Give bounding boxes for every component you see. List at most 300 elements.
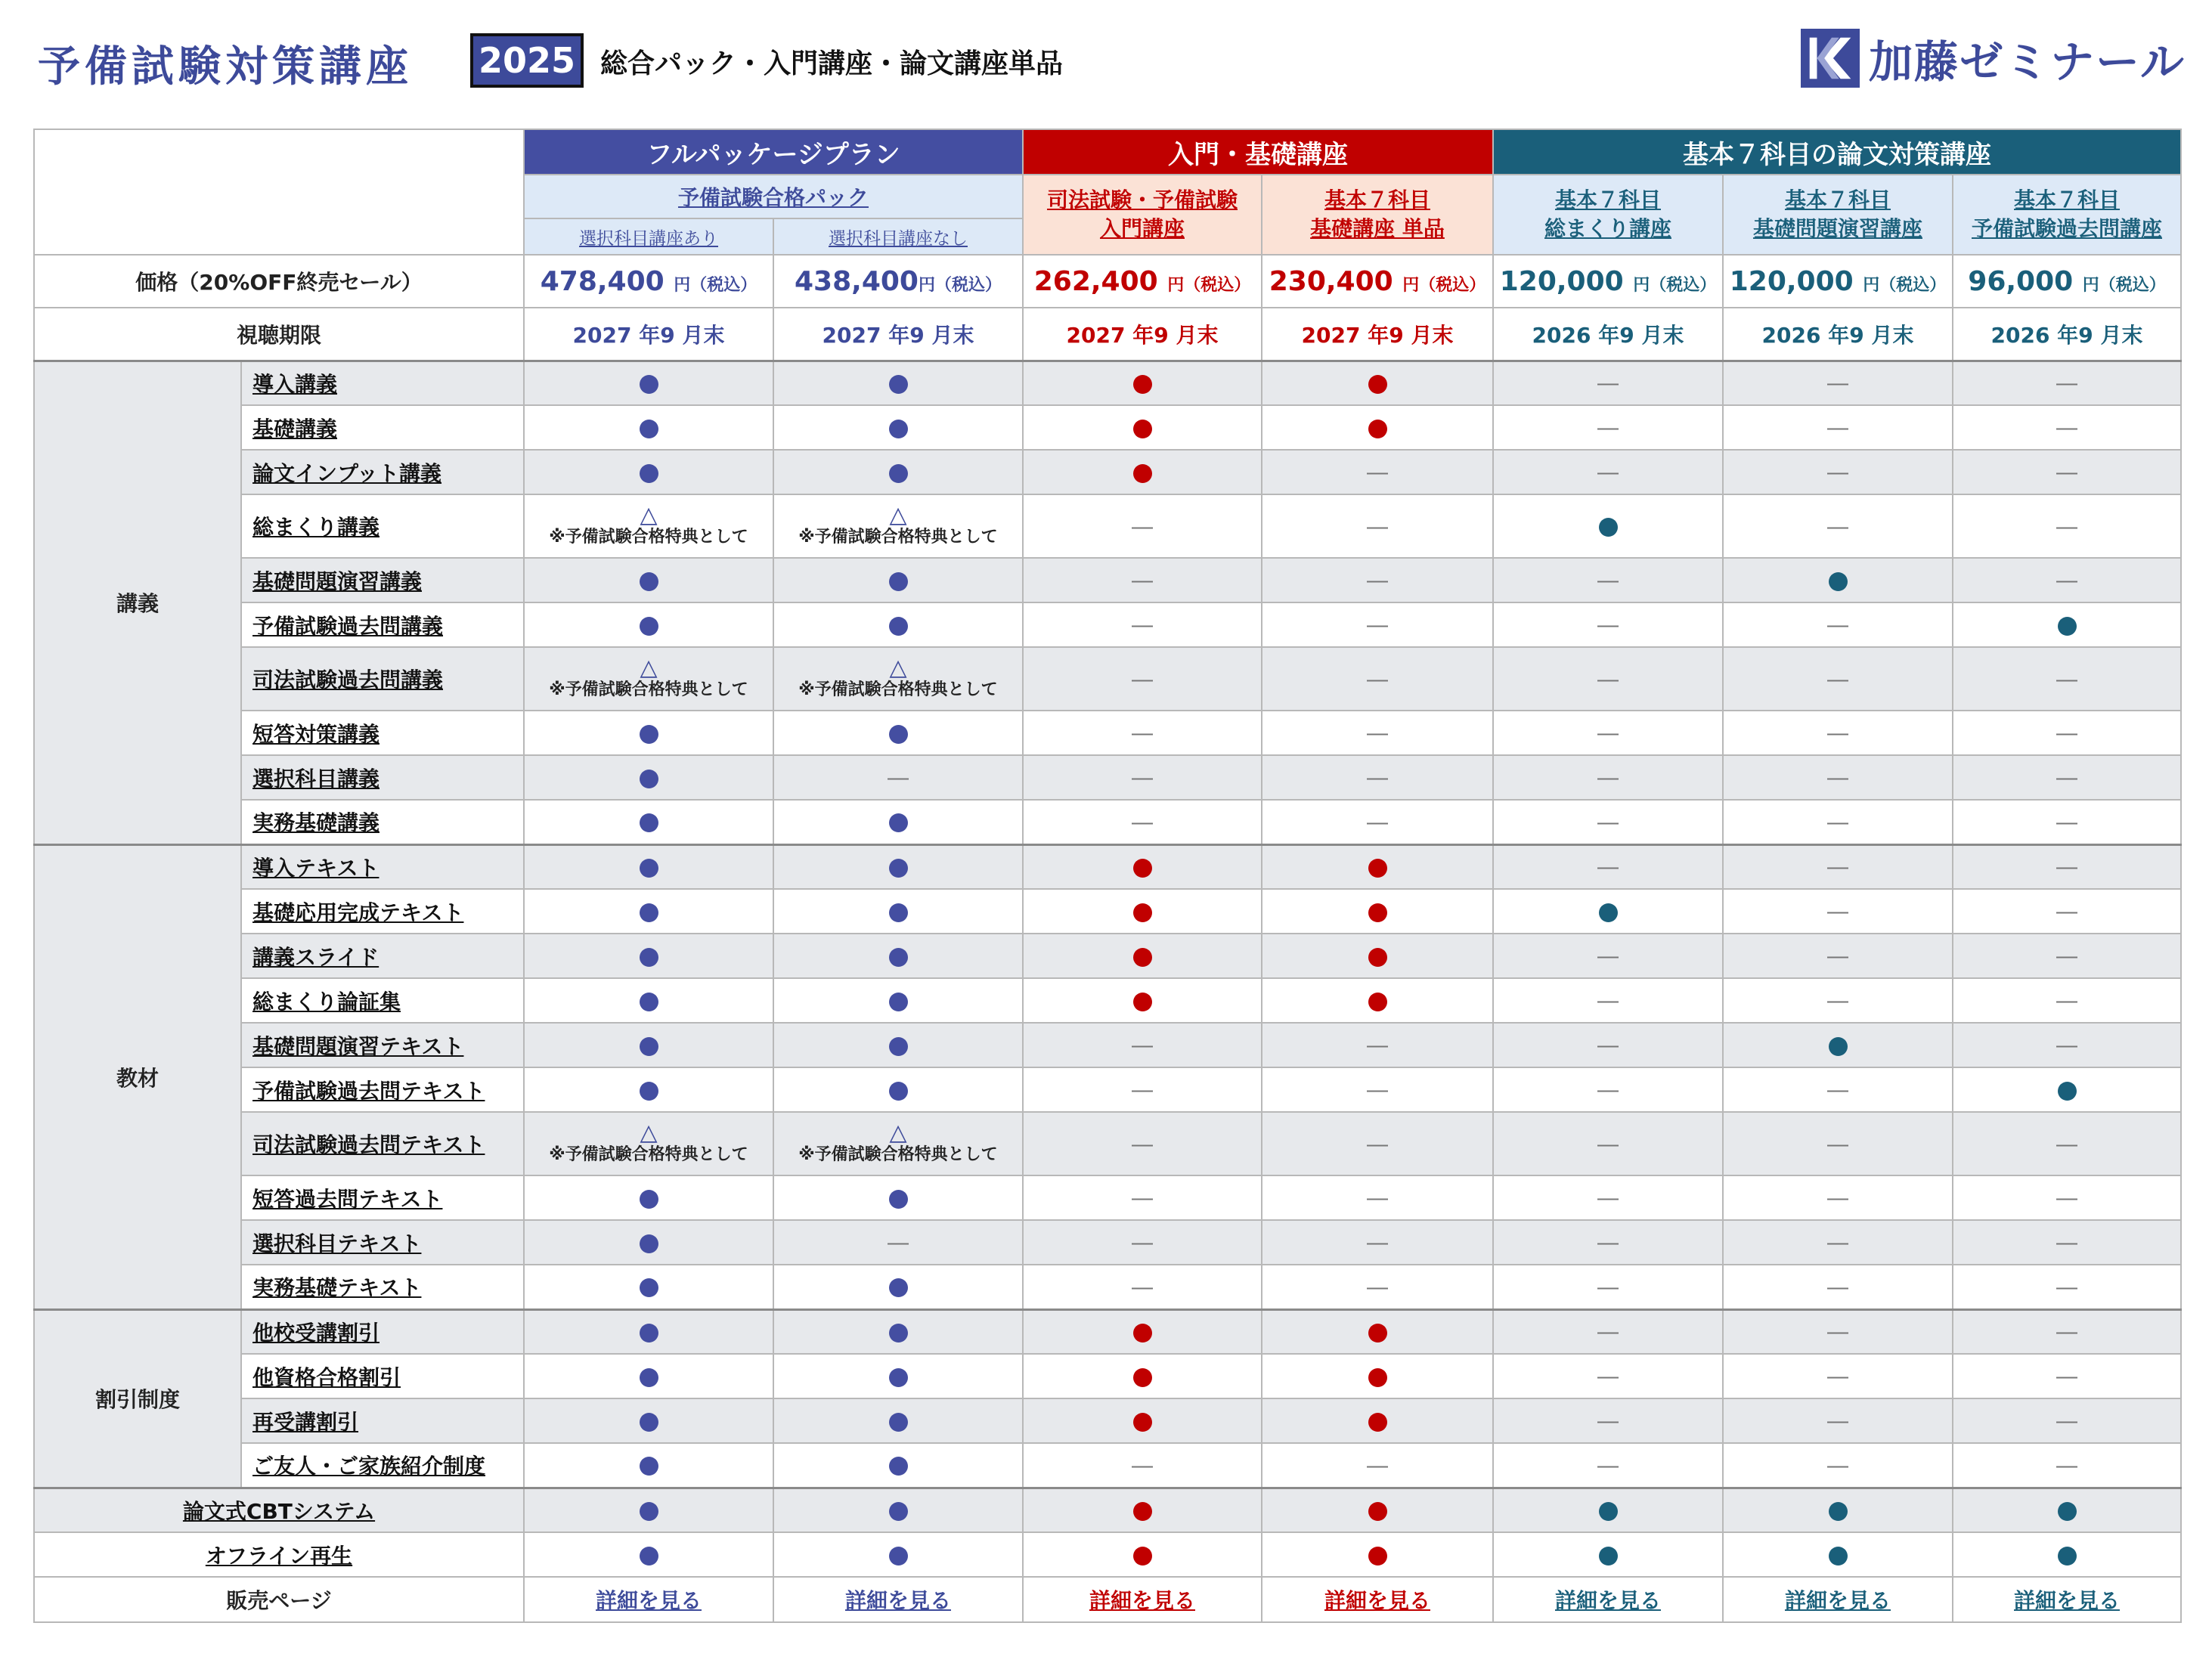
detail-link-cell[interactable]: [1493, 1577, 1723, 1622]
package-full-with-elective[interactable]: [524, 218, 773, 255]
not-included-dash: ―: [1132, 612, 1153, 637]
not-included-dash: ―: [2056, 1408, 2078, 1433]
detail-link[interactable]: 詳細を見る: [2014, 1588, 2121, 1613]
included-dot-icon: [1133, 1413, 1152, 1432]
included-dot-icon: [640, 1502, 658, 1521]
feature-cell: [773, 405, 1023, 450]
feature-cell: [524, 978, 773, 1023]
feature-cell: [1023, 1398, 1262, 1443]
period-value: 2026 年9 月末: [1723, 308, 1953, 361]
bonus-note: ※予備試験合格特典として: [549, 680, 748, 699]
feature-label[interactable]: 基礎問題演習講義: [241, 558, 524, 602]
not-included-dash: ―: [1132, 513, 1153, 539]
package-intro-course[interactable]: [1023, 175, 1262, 255]
feature-cell: [1723, 844, 1953, 889]
feature-cell: [1493, 1309, 1723, 1354]
detail-link-cell[interactable]: [1262, 1577, 1493, 1622]
feature-cell: [1023, 1220, 1262, 1265]
not-included-dash: ―: [2056, 1452, 2078, 1478]
package-pastexam-course[interactable]: [1953, 175, 2181, 255]
feature-cell: [1953, 978, 2181, 1023]
price-tax: （税込）: [1184, 275, 1251, 295]
feature-label[interactable]: ご友人・ご家族紹介制度: [241, 1443, 524, 1488]
feature-cell: [1493, 1398, 1723, 1443]
feature-label[interactable]: 講義スライド: [241, 934, 524, 978]
group-header-intro-basic: 入門・基礎講座: [1023, 129, 1493, 175]
feature-cell: [1723, 934, 1953, 978]
included-dot-icon: [889, 725, 908, 744]
not-included-dash: ―: [1597, 988, 1619, 1013]
included-dot-icon: [889, 1037, 908, 1056]
included-dot-icon: [1368, 859, 1387, 878]
feature-label[interactable]: 基礎問題演習テキスト: [241, 1023, 524, 1067]
table-row: [34, 558, 2181, 602]
feature-cell: [1493, 755, 1723, 800]
not-included-dash: ―: [2056, 1274, 2078, 1299]
corner-cell: [34, 129, 524, 255]
feature-cell: [1723, 450, 1953, 494]
not-included-dash: ―: [1367, 720, 1388, 745]
feature-cell: [1262, 1354, 1493, 1398]
feature-cell: [1723, 1112, 1953, 1175]
included-dot-icon: [1368, 420, 1387, 438]
feature-cell: [524, 647, 773, 711]
feature-rows: [34, 361, 2181, 1577]
feature-cell: [773, 1067, 1023, 1112]
not-included-dash: ―: [1597, 1033, 1619, 1058]
included-dot-icon: [1368, 993, 1387, 1011]
detail-link[interactable]: 詳細を見る: [1554, 1588, 1661, 1613]
feature-cell: [1262, 1175, 1493, 1220]
not-included-dash: ―: [2056, 460, 2078, 485]
feature-cell: [1723, 558, 1953, 602]
not-included-dash: ―: [2056, 809, 2078, 835]
feature-cell: [1023, 1488, 1262, 1532]
not-included-dash: ―: [2056, 720, 2078, 745]
bonus-note: ※予備試験合格特典として: [549, 528, 748, 547]
feature-cell: [1493, 1354, 1723, 1398]
included-dot-icon: [1133, 903, 1152, 922]
feature-cell: [1953, 558, 2181, 602]
brand-logo[interactable]: [1801, 26, 2186, 91]
feature-label[interactable]: 論文式CBTシステム: [34, 1488, 524, 1532]
feature-cell: [773, 1220, 1023, 1265]
feature-cell: [1262, 1488, 1493, 1532]
price-yen: 円: [1633, 275, 1650, 295]
detail-link[interactable]: 詳細を見る: [844, 1588, 951, 1613]
package-full-with-elective-link[interactable]: 選択科目講座あり: [579, 228, 718, 249]
feature-cell: [773, 1023, 1023, 1067]
feature-cell: [1723, 1265, 1953, 1309]
not-included-dash: ―: [1597, 415, 1619, 440]
feature-label[interactable]: 他校受講割引: [241, 1309, 524, 1354]
feature-cell: [1493, 1265, 1723, 1309]
feature-cell: [524, 1067, 773, 1112]
table-row: [34, 1398, 2181, 1443]
feature-cell: [1023, 494, 1262, 558]
not-included-dash: ―: [1827, 460, 1848, 485]
price-value: 120,000: [1499, 265, 1624, 297]
feature-cell: [773, 889, 1023, 934]
included-dot-icon: [1829, 1502, 1848, 1521]
feature-cell: [1953, 1112, 2181, 1175]
not-included-dash: ―: [1597, 666, 1619, 692]
feature-cell: [773, 558, 1023, 602]
feature-cell: [773, 934, 1023, 978]
table-row: [34, 1112, 2181, 1175]
feature-cell: [1262, 755, 1493, 800]
not-included-dash: ―: [1597, 809, 1619, 835]
included-dot-icon: [889, 1082, 908, 1101]
included-dot-icon: [1368, 903, 1387, 922]
not-included-dash: ―: [1827, 513, 1848, 539]
table-row: [34, 1023, 2181, 1067]
period-label: 視聴期限: [34, 308, 524, 361]
not-included-dash: ―: [1597, 1364, 1619, 1389]
package-exercise-course-line1[interactable]: 基本７科目: [1784, 187, 1891, 212]
included-dot-icon: [1368, 1368, 1387, 1387]
not-included-dash: ―: [1367, 1033, 1388, 1058]
feature-cell: [1262, 800, 1493, 844]
package-full-without-elective[interactable]: [773, 218, 1023, 255]
included-dot-icon: [640, 464, 658, 483]
feature-label[interactable]: 総まくり論証集: [241, 978, 524, 1023]
included-dot-icon: [1133, 375, 1152, 394]
price-yen: 円: [674, 275, 691, 295]
included-dot-icon: [640, 813, 658, 832]
included-dot-icon: [1599, 903, 1618, 922]
period-value: 2027 年9 月末: [1023, 308, 1262, 361]
feature-cell: [1953, 602, 2181, 647]
feature-label[interactable]: 実務基礎講義: [241, 800, 524, 844]
table-row: [34, 1265, 2181, 1309]
feature-cell: [773, 800, 1023, 844]
detail-link[interactable]: 詳細を見る: [1089, 1588, 1195, 1613]
logo-k-icon: [1801, 29, 1860, 88]
feature-cell: [1493, 934, 1723, 978]
feature-label[interactable]: 短答過去問テキスト: [241, 1175, 524, 1220]
detail-link-cell[interactable]: [1023, 1577, 1262, 1622]
feature-cell: [1023, 1309, 1262, 1354]
not-included-dash: ―: [2056, 899, 2078, 924]
feature-label[interactable]: 司法試験過去問テキスト: [241, 1112, 524, 1175]
not-included-dash: ―: [1132, 568, 1153, 593]
price-yen: 円: [1863, 275, 1880, 295]
package-full-link[interactable]: 予備試験合格パック: [677, 185, 869, 210]
not-included-dash: ―: [1827, 1452, 1848, 1478]
feature-cell: [773, 1265, 1023, 1309]
not-included-dash: ―: [1597, 1185, 1619, 1210]
included-dot-icon: [640, 1368, 658, 1387]
table-row: [34, 844, 2181, 889]
feature-label[interactable]: 司法試験過去問講義: [241, 647, 524, 711]
not-included-dash: ―: [1827, 899, 1848, 924]
detail-link[interactable]: 詳細を見る: [595, 1588, 702, 1613]
feature-label[interactable]: 予備試験過去問講義: [241, 602, 524, 647]
package-exercise-course[interactable]: [1723, 175, 1953, 255]
feature-label[interactable]: 基礎講義: [241, 405, 524, 450]
feature-label[interactable]: 導入テキスト: [241, 844, 524, 889]
table-row: [34, 1309, 2181, 1354]
feature-label[interactable]: 短答対策講義: [241, 711, 524, 755]
feature-cell: [524, 1354, 773, 1398]
not-included-dash: ―: [1132, 1274, 1153, 1299]
included-dot-icon: [2058, 1502, 2077, 1521]
not-included-dash: ―: [2056, 568, 2078, 593]
triangle-icon: △: [889, 502, 907, 528]
not-included-dash: ―: [2056, 1364, 2078, 1389]
detail-link-cell[interactable]: [1723, 1577, 1953, 1622]
price-tax: （税込）: [934, 275, 1002, 295]
feature-cell: [1723, 711, 1953, 755]
feature-cell: [524, 405, 773, 450]
feature-cell: [773, 1175, 1023, 1220]
feature-cell: [524, 889, 773, 934]
included-dot-icon: [640, 948, 658, 967]
feature-cell: [773, 361, 1023, 405]
package-basic-course-line1[interactable]: 基本７科目: [1324, 187, 1430, 212]
included-dot-icon: [1829, 572, 1848, 591]
included-dot-icon: [640, 1413, 658, 1432]
price-value: 478,400: [540, 265, 665, 297]
not-included-dash: ―: [1132, 1131, 1153, 1157]
package-basic-course[interactable]: [1262, 175, 1493, 255]
not-included-dash: ―: [1827, 415, 1848, 440]
feature-cell: [1023, 1112, 1262, 1175]
category-lectures: 講義: [34, 361, 241, 844]
table-row: [34, 1175, 2181, 1220]
not-included-dash: ―: [1827, 1230, 1848, 1255]
not-included-dash: ―: [1827, 370, 1848, 396]
included-dot-icon: [1133, 948, 1152, 967]
triangle-icon: △: [640, 502, 658, 528]
not-included-dash: ―: [1597, 612, 1619, 637]
included-dot-icon: [1133, 1368, 1152, 1387]
feature-cell: [1023, 361, 1262, 405]
not-included-dash: ―: [2056, 1230, 2078, 1255]
feature-cell: [1023, 405, 1262, 450]
feature-cell: [1493, 889, 1723, 934]
period-value: 2027 年9 月末: [773, 308, 1023, 361]
feature-cell: [1493, 1443, 1723, 1488]
not-included-dash: ―: [1827, 720, 1848, 745]
included-dot-icon: [889, 1368, 908, 1387]
feature-cell: [1493, 647, 1723, 711]
detail-link-cell[interactable]: [1953, 1577, 2181, 1622]
detail-link[interactable]: 詳細を見る: [1784, 1588, 1891, 1613]
included-dot-icon: [1368, 375, 1387, 394]
table-row: [34, 711, 2181, 755]
feature-cell: [1262, 1067, 1493, 1112]
feature-cell: [1023, 1443, 1262, 1488]
feature-cell: [1262, 1309, 1493, 1354]
price-yen: 円: [2082, 275, 2099, 295]
included-dot-icon: [640, 1457, 658, 1476]
package-exercise-course-line2[interactable]: 基礎問題演習講座: [1752, 216, 1922, 241]
feature-cell: [1262, 1220, 1493, 1265]
included-dot-icon: [889, 859, 908, 878]
price-cell: [1723, 255, 1953, 308]
not-included-dash: ―: [1597, 943, 1619, 968]
not-included-dash: ―: [1367, 1185, 1388, 1210]
package-basic-course-line2[interactable]: 基礎講座 単品: [1310, 216, 1445, 241]
feature-cell: [524, 1443, 773, 1488]
included-dot-icon: [889, 993, 908, 1011]
table-row: [34, 1488, 2181, 1532]
feature-label[interactable]: 選択科目講義: [241, 755, 524, 800]
period-value: 2027 年9 月末: [1262, 308, 1493, 361]
package-pastexam-course-line1[interactable]: 基本７科目: [2014, 187, 2121, 212]
table-row: [34, 934, 2181, 978]
package-full-without-elective-link[interactable]: 選択科目講座なし: [829, 228, 968, 249]
included-dot-icon: [640, 617, 658, 636]
included-dot-icon: [1133, 420, 1152, 438]
feature-cell: [1262, 450, 1493, 494]
feature-cell: [1262, 844, 1493, 889]
included-dot-icon: [1368, 1413, 1387, 1432]
feature-cell: [1262, 361, 1493, 405]
package-intro-course-line2[interactable]: 入門講座: [1099, 216, 1185, 241]
included-dot-icon: [889, 813, 908, 832]
not-included-dash: ―: [2056, 1131, 2078, 1157]
feature-cell: [1723, 405, 1953, 450]
feature-cell: [773, 711, 1023, 755]
included-dot-icon: [889, 1547, 908, 1566]
feature-cell: [524, 1265, 773, 1309]
not-included-dash: ―: [1827, 1131, 1848, 1157]
feature-cell: [773, 1532, 1023, 1577]
year-badge: 2025: [470, 33, 584, 88]
not-included-dash: ―: [1827, 943, 1848, 968]
feature-cell: [1953, 1309, 2181, 1354]
included-dot-icon: [1133, 1547, 1152, 1566]
not-included-dash: ―: [1827, 1319, 1848, 1345]
triangle-icon: △: [889, 655, 907, 681]
feature-cell: [524, 558, 773, 602]
feature-label[interactable]: 予備試験過去問テキスト: [241, 1067, 524, 1112]
feature-cell: [773, 755, 1023, 800]
package-full-title[interactable]: [524, 175, 1023, 218]
feature-cell: [1953, 711, 2181, 755]
included-dot-icon: [640, 1037, 658, 1056]
feature-cell: [524, 711, 773, 755]
included-dot-icon: [889, 375, 908, 394]
sales-row: [34, 1577, 2181, 1622]
feature-cell: [1953, 1175, 2181, 1220]
feature-label[interactable]: オフライン再生: [34, 1532, 524, 1577]
feature-label[interactable]: 論文インプット講義: [241, 450, 524, 494]
not-included-dash: ―: [2056, 765, 2078, 790]
feature-cell: [1723, 361, 1953, 405]
not-included-dash: ―: [1132, 1185, 1153, 1210]
included-dot-icon: [1133, 993, 1152, 1011]
package-pastexam-course-line2[interactable]: 予備試験過去問講座: [1972, 216, 2163, 241]
feature-label[interactable]: 総まくり講義: [241, 494, 524, 558]
feature-label[interactable]: 選択科目テキスト: [241, 1220, 524, 1265]
feature-cell: [1023, 711, 1262, 755]
included-dot-icon: [2058, 1547, 2077, 1566]
feature-cell: [1023, 1265, 1262, 1309]
price-cell: [1262, 255, 1493, 308]
included-dot-icon: [640, 770, 658, 788]
feature-label[interactable]: 他資格合格割引: [241, 1354, 524, 1398]
package-intro-course-line1[interactable]: 司法試験・予備試験: [1046, 187, 1238, 212]
not-included-dash: ―: [1597, 854, 1619, 880]
package-summary-course-line1[interactable]: 基本７科目: [1554, 187, 1661, 212]
price-value: 230,400: [1269, 265, 1393, 297]
feature-cell: [1493, 711, 1723, 755]
not-included-dash: ―: [1367, 666, 1388, 692]
feature-cell: [1953, 755, 2181, 800]
not-included-dash: ―: [1597, 1452, 1619, 1478]
not-included-dash: ―: [1597, 1230, 1619, 1255]
included-dot-icon: [1829, 1547, 1848, 1566]
detail-link-cell[interactable]: [524, 1577, 773, 1622]
feature-label[interactable]: 基礎応用完成テキスト: [241, 889, 524, 934]
not-included-dash: ―: [1827, 809, 1848, 835]
price-tax: （税込）: [1419, 275, 1486, 295]
detail-link[interactable]: 詳細を見る: [1324, 1588, 1430, 1613]
feature-label[interactable]: 実務基礎テキスト: [241, 1265, 524, 1309]
included-dot-icon: [1133, 1502, 1152, 1521]
included-dot-icon: [889, 1413, 908, 1432]
feature-cell: [1953, 1443, 2181, 1488]
feature-cell: [1493, 1023, 1723, 1067]
included-dot-icon: [889, 948, 908, 967]
feature-cell: [1023, 934, 1262, 978]
feature-cell: [1262, 934, 1493, 978]
not-included-dash: ―: [1597, 1077, 1619, 1102]
feature-cell: [1953, 1220, 2181, 1265]
not-included-dash: ―: [1367, 568, 1388, 593]
not-included-dash: ―: [1597, 1408, 1619, 1433]
table-row: [34, 755, 2181, 800]
detail-link-cell[interactable]: [773, 1577, 1023, 1622]
feature-cell: [1723, 647, 1953, 711]
package-summary-course-line2[interactable]: 総まくり講座: [1544, 216, 1671, 241]
included-dot-icon: [2058, 1082, 2077, 1101]
feature-cell: [1023, 558, 1262, 602]
page-title: 予備試験対策講座: [38, 42, 413, 91]
feature-cell: [1262, 494, 1493, 558]
not-included-dash: ―: [1827, 1077, 1848, 1102]
included-dot-icon: [1599, 1547, 1618, 1566]
feature-cell: [1262, 1265, 1493, 1309]
price-tax: （税込）: [1879, 275, 1947, 295]
included-dot-icon: [889, 572, 908, 591]
not-included-dash: ―: [2056, 1033, 2078, 1058]
feature-label[interactable]: 導入講義: [241, 361, 524, 405]
feature-cell: [1262, 711, 1493, 755]
included-dot-icon: [889, 617, 908, 636]
feature-cell: [1723, 755, 1953, 800]
feature-cell: [524, 800, 773, 844]
feature-cell: [1953, 494, 2181, 558]
feature-label[interactable]: 再受講割引: [241, 1398, 524, 1443]
feature-cell: [524, 1175, 773, 1220]
not-included-dash: ―: [2056, 513, 2078, 539]
price-row: [34, 255, 2181, 308]
included-dot-icon: [1829, 1037, 1848, 1056]
price-yen: 円: [918, 275, 935, 295]
feature-cell: [1723, 602, 1953, 647]
price-label: 価格（20%OFF終売セール）: [34, 255, 524, 308]
not-included-dash: ―: [1367, 1131, 1388, 1157]
package-summary-course[interactable]: [1493, 175, 1723, 255]
not-included-dash: ―: [888, 765, 909, 790]
feature-cell: [773, 1398, 1023, 1443]
feature-cell: [1723, 1023, 1953, 1067]
